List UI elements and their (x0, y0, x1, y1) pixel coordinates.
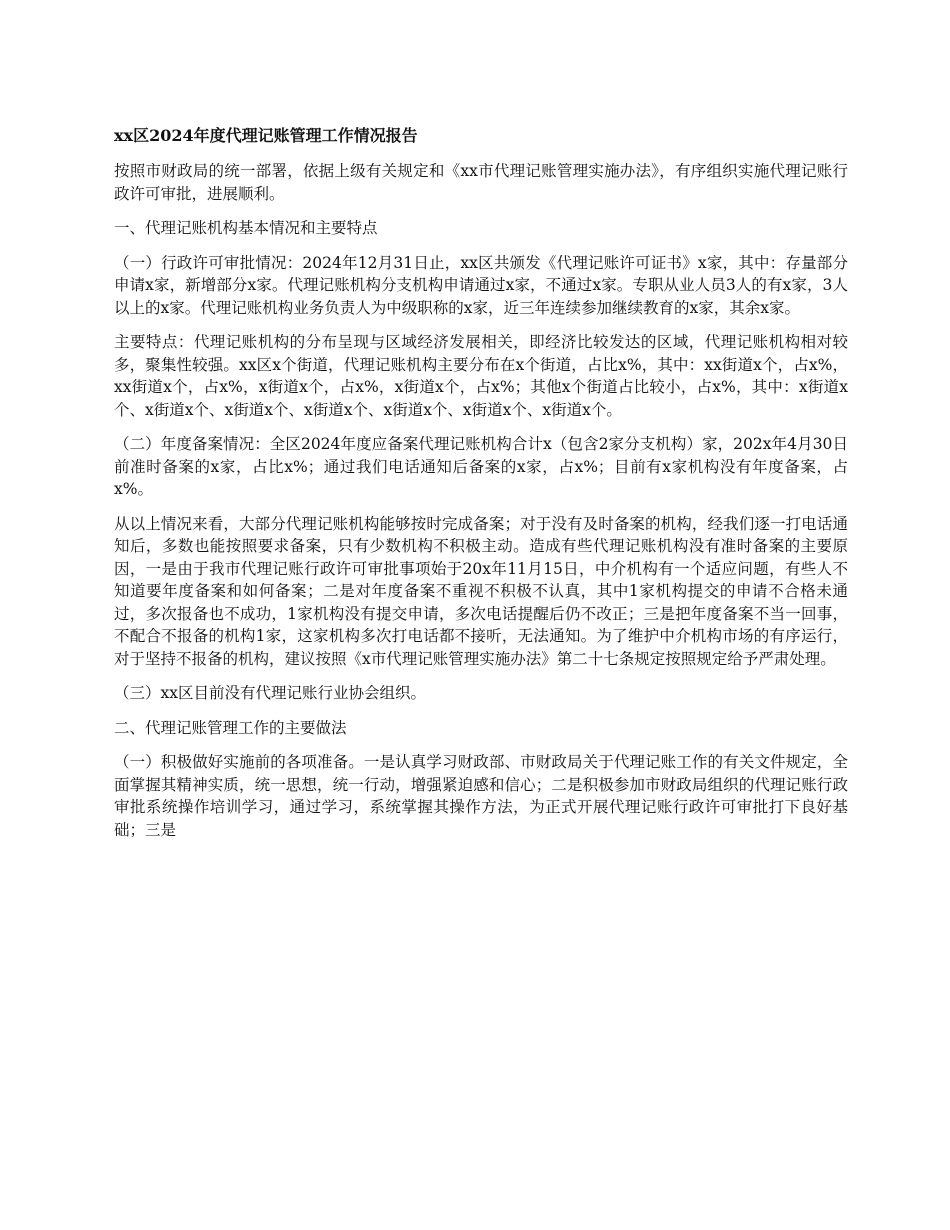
paragraph-main-features: 主要特点：代理记账机构的分布呈现与区域经济发展相关，即经济比较发达的区域，代理记账机构相对较多，聚集性较强。xx区x个街道，代理记账机构主要分布在x个街道，占比x%，其中：xx街道x个，占x%，xx街道x个，占x%，x街道x个，占x%，x街道x个，占x%；其他x个街道占比较小，占x%，其中：x街道x个、x街道x个、x街道x个、x街道x个、x街道x个、x街道x个、x街道x个。 (114, 333, 848, 419)
section-heading-1: 一、代理记账机构基本情况和主要特点 (114, 219, 378, 237)
document-body (114, 124, 848, 853)
paragraph-filing-analysis: 从以上情况来看，大部分代理记账机构能够按时完成备案；对于没有及时备案的机构，经我们逐一打电话通知后，多数也能按照要求备案，只有少数机构不积极主动。造成有些代理记账机构没有准时备案的主要原因，一是由于我市代理记账行政许可审批事项始于20x年11月15日，中介机构有一个适应问题，有些人不知道要年度备案和如何备案；二是对年度备案不重视不积极不认真，其中1家机构提交的申请不合格未通过，多次报备也不成功，1家机构没有提交申请，多次电话提醒后仍不改正；三是把年度备案不当一回事，不配合不报备的机构1家，这家机构多次打电话都不接听，无法通知。为了维护中介机构市场的有序运行，对于坚持不报备的机构，建议按照《x市代理记账管理实施办法》第二十七条规定按照规定给予严肃处理。 (114, 514, 848, 668)
paragraph-preparation: （一）积极做好实施前的各项准备。一是认真学习财政部、市财政局关于代理记账工作的有关文件规定，全面掌握其精神实质，统一思想，统一行动，增强紧迫感和信心；二是积极参加市财政局组织的代理记账行政审批系统操作培训学习，通过学习，系统掌握其操作方法，为正式开展代理记账行政许可审批打下良好基础；三是 (114, 753, 848, 839)
section-heading-2: 二、代理记账管理工作的主要做法 (114, 718, 347, 737)
paragraph-association: （三）xx区目前没有代理记账行业协会组织。 (114, 684, 426, 702)
paragraph-approval-status: （一）行政许可审批情况：2024年12月31日止，xx区共颁发《代理记账许可证书》x家，其中：存量部分申请x家，新增部分x家。代理记账机构分支机构申请通过x家，不通过x家。专职从业人员3人的有x家，3人以上的x家。代理记账机构业务负责人为中级职称的x家，近三年连续参加继续教育的x家，其余x家。 (114, 253, 848, 317)
paragraph-annual-filing: （二）年度备案情况：全区2024年度应备案代理记账机构合计x（包含2家分支机构）家，202x年4月30日前准时备案的x家，占比x%；通过我们电话通知后备案的x家，占x%；目前有x家机构没有年度备案，占x%。 (114, 435, 848, 498)
document-title: xx区2024年度代理记账管理工作情况报告 (114, 126, 418, 145)
intro-paragraph: 按照市财政局的统一部署，依据上级有关规定和《xx市代理记账管理实施办法》，有序组织实施代理记账行政许可审批，进展顺利。 (114, 162, 848, 203)
